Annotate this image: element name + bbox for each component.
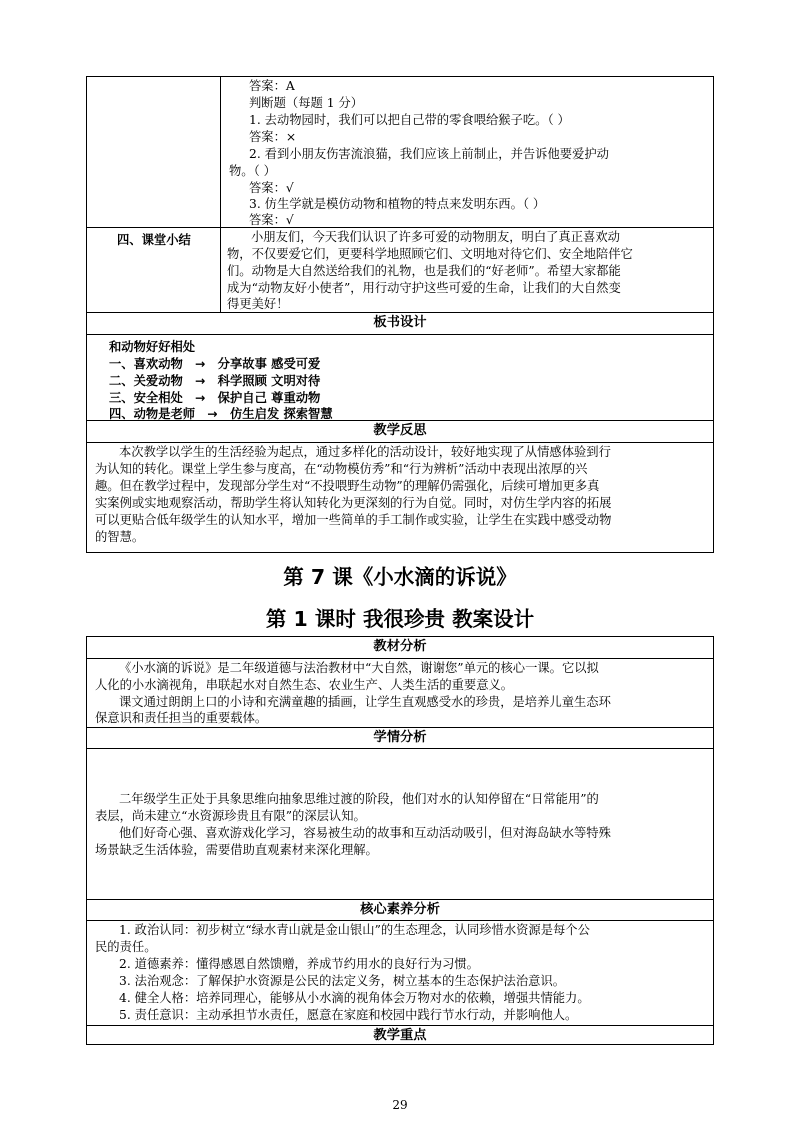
material-line: 保意识和责任担当的重要载体。 <box>95 711 268 725</box>
quiz-content-cell <box>222 77 713 227</box>
board-content-row <box>87 335 713 421</box>
material-line: 《小水滴的诉说》是二年级道德与法治教材中“大自然，谢谢您”单元的核心一课。它以拟 <box>119 661 599 675</box>
reflection-line: 实案例或实地观察活动，帮助学生将认知转化为更深刻的行为自觉。同时，对仿生学内容的拓展 <box>95 496 612 510</box>
literacy-header-row <box>87 900 713 921</box>
lesson-plan-table-upper <box>86 76 714 553</box>
board-item: 三、安全相处 → 保护自己 尊重动物 <box>109 391 321 405</box>
material-line: 课文通过朗朗上口的小诗和充满童趣的插画，让学生直观感受水的珍贵，是培养儿童生态环 <box>119 695 611 709</box>
literacy-line: 3. 法治观念：了解保护水资源是公民的法定义务，树立基本的生态保护法治意识。 <box>119 974 566 988</box>
arrow-icon: → <box>195 357 206 371</box>
students-content-row <box>87 749 713 900</box>
material-line: 人化的小水滴视角，串联起水对自然生态、农业生产、人类生活的重要意义。 <box>95 678 514 692</box>
summary-row <box>87 228 713 313</box>
literacy-line: 5. 责任意识：主动承担节水责任，愿意在家庭和校园中践行节水行动，并影响他人。 <box>119 1008 578 1022</box>
board-title: 和动物好好相处 <box>109 340 196 354</box>
material-header: 教材分析 <box>373 639 427 654</box>
literacy-header: 核心素养分析 <box>360 902 440 917</box>
summary-line: 小朋友们，今天我们认识了许多可爱的动物朋友，明白了真正喜欢动 <box>251 230 620 244</box>
students-line: 表层，尚未建立“水资源珍贵且有限”的深层认知。 <box>95 809 366 823</box>
board-item: 一、喜欢动物 → 分享故事 感受可爱 <box>109 357 321 371</box>
literacy-content-row <box>87 921 713 1026</box>
summary-content-cell <box>222 228 713 312</box>
board-header: 板书设计 <box>373 315 427 330</box>
page-number: 29 <box>392 1098 408 1112</box>
reflection-header-row <box>87 421 713 443</box>
material-header-row <box>87 637 713 659</box>
board-item: 二、关爱动物 → 科学照顾 文明对待 <box>109 374 321 388</box>
judgement-a2: 答案：√ <box>249 181 294 195</box>
students-line: 二年级学生正处于具象思维向抽象思维过渡的阶段，他们对水的认知停留在“日常能用”的 <box>119 792 599 806</box>
judgement-q1: 1. 去动物园时，我们可以把自己带的零食喂给猴子吃。（ ） <box>249 113 570 127</box>
quiz-row <box>87 77 713 228</box>
literacy-line: 2. 道德素养：懂得感恩自然馈赠，养成节约用水的良好行为习惯。 <box>119 957 479 971</box>
quiz-label-cell <box>87 77 221 227</box>
students-line: 场景缺乏生活体验，需要借助直观素材来深化理解。 <box>95 843 378 857</box>
focus-header: 教学重点 <box>373 1028 427 1043</box>
judgement-q2: 2. 看到小朋友伤害流浪猫，我们应该上前制止，并告诉他要爱护动 <box>249 147 609 161</box>
students-header-row <box>87 728 713 749</box>
judgement-q2-cont: 物。（ ） <box>229 164 276 178</box>
quiz-answer-a: 答案：A <box>249 79 295 93</box>
board-item: 四、动物是老师 → 仿生启发 探索智慧 <box>109 407 333 421</box>
lesson-plan-table-lower <box>86 636 714 1045</box>
reflection-line: 可以更贴合低年级学生的认知水平，增加一些简单的手工制作或实验，让学生在实践中感受动物 <box>95 513 612 527</box>
summary-line: 成为“动物友好小使者”，用行动守护这些可爱的生命，让我们的大自然变 <box>227 281 621 295</box>
arrow-icon: → <box>195 374 206 388</box>
students-header: 学情分析 <box>373 730 427 745</box>
judgement-heading: 判断题（每题 1 分） <box>249 96 364 110</box>
summary-label-cell <box>87 228 221 312</box>
judgement-a1: 答案：× <box>249 130 297 144</box>
board-header-row <box>87 313 713 335</box>
literacy-line: 4. 健全人格：培养同理心，能够从小水滴的视角体会万物对水的依赖，增强共情能力。 <box>119 991 590 1005</box>
reflection-line: 趣。但在教学过程中，发现部分学生对“不投喂野生动物”的理解仍需强化，后续可增加更多真 <box>95 479 600 493</box>
judgement-q3: 3. 仿生学就是模仿动物和植物的特点来发明东西。（ ） <box>249 197 546 211</box>
reflection-line: 为认知的转化。课堂上学生参与度高，在“动物模仿秀”和“行为辨析”活动中表现出浓厚的兴 <box>95 462 588 476</box>
reflection-line: 本次教学以学生的生活经验为起点，通过多样化的活动设计，较好地实现了从情感体验到行 <box>119 445 611 459</box>
reflection-header: 教学反思 <box>373 423 427 438</box>
summary-line: 得更美好！ <box>227 297 289 311</box>
focus-header-row <box>87 1026 713 1046</box>
lesson-subtitle: 第 1 课时 我很珍贵 教案设计 <box>265 607 535 631</box>
arrow-icon: → <box>207 407 218 421</box>
arrow-icon: → <box>195 391 206 405</box>
reflection-content-row <box>87 443 713 554</box>
literacy-line: 1. 政治认同：初步树立“绿水青山就是金山银山”的生态理念，认同珍惜水资源是每个公 <box>119 923 590 937</box>
students-line: 他们好奇心强、喜欢游戏化学习，容易被生动的故事和互动活动吸引，但对海岛缺水等特殊 <box>119 826 611 840</box>
summary-label: 四、课堂小结 <box>117 233 191 247</box>
material-content-row <box>87 659 713 728</box>
lesson-title: 第 7 课《小水滴的诉说》 <box>283 565 517 589</box>
summary-line: 们。动物是大自然送给我们的礼物，也是我们的“好老师”。希望大家都能 <box>227 264 621 278</box>
summary-line: 物，不仅要爱它们，更要科学地照顾它们、文明地对待它们、安全地陪伴它 <box>227 247 633 261</box>
judgement-a3: 答案：√ <box>249 213 294 227</box>
literacy-line: 民的责任。 <box>95 940 157 954</box>
reflection-line: 的智慧。 <box>95 530 145 544</box>
